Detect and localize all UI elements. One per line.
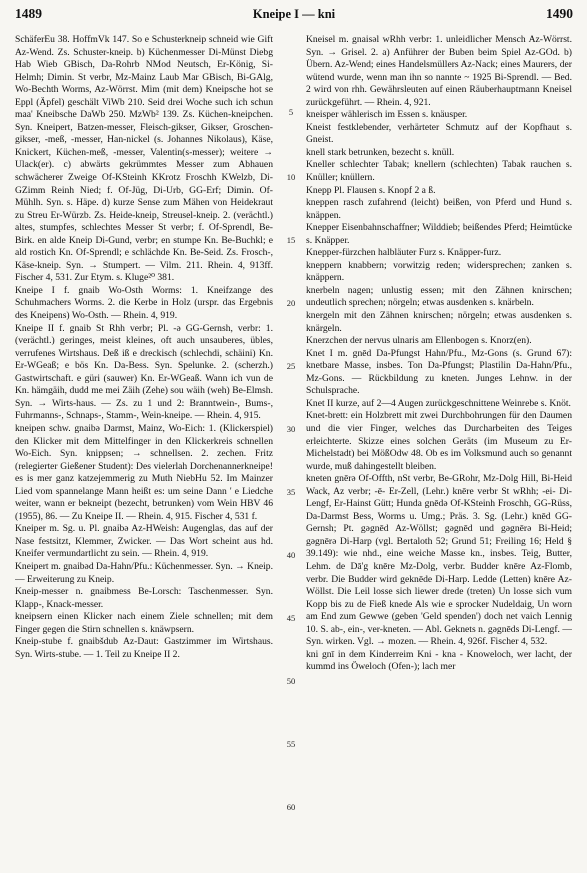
line-number: 30 xyxy=(286,424,296,434)
line-number: 55 xyxy=(286,739,296,749)
line-number: 45 xyxy=(286,613,296,623)
line-number: 25 xyxy=(286,361,296,371)
line-number: 10 xyxy=(286,172,296,182)
line-number: 15 xyxy=(286,235,296,245)
page-number-right: 1490 xyxy=(546,6,573,21)
line-number: 5 xyxy=(288,107,294,117)
line-number: 60 xyxy=(286,802,296,812)
line-number: 40 xyxy=(286,550,296,560)
left-column-text: SchäferEu 38. HoffmVk 147. So e Schusterkneip schneid wie Gift Az-Wend. Zs. Schuster-kneip. b) Küchenmesser Di-Münst Diebg Hab Wieb GBisch, Da-Rohrb NMod Neutsch, Er-König, Si-Helmh; Dimin. St verbr, Mz-Mainz Laub Mar GBisch, Bi-GAlg, Wo-Bechth Worms, Az-Wörrst. Mim (mit dem) Kneipsche hot se Eppl (Äpfel) geschält ViWb 210. Seid drei Woche such ich schun maa' Kneibsche DaWb 250. MzWb² 139. Zs. Küchen-kneipchen. Syn. Kneipert, Batzen-messer, Fleisch-gikser, Gikser, Groschen-gikser, -meß, -messer, Han-nickel (s. Johannes Nikolaus), Käse, Knickert, Küchen-meß, -messer, Valentin(s-messer); weitere → Ulack(er). c) abwärts gekrümmtes Messer zum Abhauen schwächerer Zweige Of-KSteinh KKrotz Froschh KWelzb, Di-GZimm Reinh Nied; f. Of-Jüg, Di-Urb, GG-Erf; Dimin. Of-Mühlh. Syn. s. Häpe. d) kurze Sense zum Mähen von Heidekraut zu Streu Er-Würzb. Zs. Heide-kneip, Streusel-kneip. 2. (verächtl.) altes, stumpfes, schlechtes Messer St verbr; f. Of-Sprendl, Be-Birk. en alde Kneip Di-Gund, verbr; en stumpe Kn. Be-Buchkl; e ald rostich Kn. Of-Sprendl; e schlächde Kn. Be-Seid. Zs. Frosch-, Käse-kneip. Syn. → Stumpert. — Vilm. 211. Rhein. 4, 913ff. Fischer 4, 531. Zur Etym. s. Kluge²⁰ 381. Kneipe I f. gnaib Wo-Osth Worms: 1. Kneifzange des Schuhmachers Worms. 2. die Kerbe in Holz (urspr. das Ergebnis des Kneipens) Wo-Osth. — Rhein. 4, 919. Kneipe II f. gnaib St Rhh verbr; Pl. -ə GG-Gernsh, verbr: 1. (verächtl.) geringes, meist kleines, oft auch unsauberes, übles, verrufenes Wirtshaus. Deß iß e dreckisch (schlechdi, schäini) Kn. Er-WGeaß; e bös Kn. Da-Bess. Syn. Spelunke. 2. (scherzh.) Gastwirtschaft. e güri (sauwer) Kn. Er-WGeaß. Wann ich vun de Kn. hämgäih, dudd me mei Zäih (Zehe) sou wäih (weh) Be-Elmsh. Syn. → Wirts-haus. — Zs. zu 1 und 2: Branntwein-, Bums-, Fuhrmanns-, Schnaps-, Stamm-, Wein-kneipe. — Rhein. 4, 915. kneipen schw. gnaibə Darmst, Mainz, Wo-Eich: 1. (Klickerspiel) den Klicker mit dem Mittelfinger in den Klickerkreis schnellen Wo-Eich. Syn. knippsen; → schnellsen. 2. zechen. Fritz (relegierter Gießener Student): Des vielerlah Dorchenannerkneipe! es is mer ganz katzejemmerig zu Muth NiebHu 52. Im Mainzer Lied vom spannelange Mann heißt es: um seine Dann ' e Liedche weiter, wann er bekneipt (bezecht, betrunken) vom Wein HBV 46 (1955), 86. — Zu Kneipe II. — Rhein. 4, 915. Fischer 4, 531 f. Kneiper m. Sg. u. Pl. gnaibə Az-HWeish: Augenglas, das auf der Nase festsitzt, Klemmer, Zwicker. — Das Wort scheint aus hd. Kneifer vermundartlicht zu sein. — Rhein. 4, 919. Kneipert m. gnaibəd Da-Hahn/Pfu.: Küchenmesser. Syn. → Kneip. — Erweiterung zu Kneip. Kneip-messer n. gnaibmess Be-Lorsch: Taschenmesser. Syn. Klapp-, Knack-messer. kneipsern einen Klicker nach einem Ziele schnellen; mit dem Finger gegen die Stirn schnellen s. knäwpsern. Kneip-stube f. gnaibšdub Az-Daut: Gastzimmer im Wirtshaus. Syn. Wirts-stube. — 1. Teil zu Kneipe II 2. xyxy=(15,34,273,660)
line-number-gutter xyxy=(282,34,304,854)
page-header xyxy=(15,6,573,28)
line-number: 20 xyxy=(286,298,296,308)
page-number-left: 1489 xyxy=(15,6,42,21)
line-number: 50 xyxy=(286,676,296,686)
running-head: Kneipe I — kni xyxy=(252,7,336,21)
line-number: 35 xyxy=(286,487,296,497)
right-column-text: Kneisel m. gnaisəl wRhh verbr: 1. unleidlicher Mensch Az-Wörrst. Syn. → Grisel. 2. a) Anführer der Buben beim Spiel Az-GOd. b) Übern. Az-Wend; eines Handelsmüllers Az-Nack; eines Maurers, der wütend wurde, wenn man ihn so nannte ~ 1925 Bi-Sprendl. — Bed. 2 wird von rhh. Gewährsleuten auf einen Räuberhauptmann Kneisel zurückgeführt. — Rhein. 4, 921. kneisper wählerisch im Essen s. knäusper. Kneist festklebender, verhärteter Schmutz auf der Kopfhaut s. Gneist. knell stark betrunken, bezecht s. knüll. Kneller schlechter Tabak; knellern (schlechten) Tabak rauchen s. Knüller; knüllern. Knepp Pl. Flausen s. Knopf 2 a ß. kneppen rasch zufahrend (leicht) beißen, von Pferd und Hund s. knäppen. Knepper Eisenbahnschaffner; Wilddieb; beißendes Pferd; Heimtücke s. Knäpper. Knepper-fürzchen halbläuter Furz s. Knäpper-furz. kneppern knabbern; vorwitzig reden; widersprechen; zanken s. knäppern. knerbeln nagen; unlustig essen; mit den Zähnen knirschen; undeutlich sprechen; nörgeln; etwas ausdenken s. knärbeln. knergeln mit den Zähnen knirschen; nörgeln; etwas ausdenken s. knärgeln. Knerzchen der nervus ulnaris am Ellenbogen s. Knorz(en). Knet I m. gnēd Da-Pfungst Hahn/Pfu., Mz-Gons (s. Grund 67): knetbare Masse, insbes. Ton Da-Pfungst; Plastilin Da-Hahn/Pfu., Mz-Gons. — Rückbildung zu kneten. Junges Lehnw. in der Schulsprache. Knet II kurze, auf 2—4 Augen zurückgeschnittene Weinrebe s. Knöt. Knet-brett: ein Holzbrett mit zwei Durchbohrungen für den Daumen und die vier Finger, welches das Durcharbeiten des Teiges erleichterte. Skizze eines solchen Geräts (im Museum zu Er-Michelstadt) bei MößOdw 48. Ob es im Volksmund auch so genannt wurde, muß dahingestellt bleiben. kneten gnērə Of-Offth, nSt verbr, Be-GRohr, Mz-Dolg Hill, Bi-Heid Wack, Az verbr; -ē- Er-Zell, (Lehr.) knēre verbr St wRhh; -ei- Di-Lengf, Er-Hainst Gütt; Hunda gnēdə Of-KSteinh Froschh, GG-Rüss, Da-Darmst Bess, Worms u. Umg.; Präs. 3. Sg. (Lehr.) knēd GG-Gernsh; Pt. gəgnēd Az-Wöllst; gəgnēd und gəgnērə Bi-Heid; gəgnērə Di-Harp (vgl. Bertaloth 52; Grund 51; Freiling 16; Held § 39.149): wie nhd., eine weiche Masse kn., insbes. Teig, Butter, Lehm. de Dā'g knēre Mz-Dolg, verbr. Budder knēre Az-Flomb, verbr. Die Budder wird geknēde Di-Harp. Ledde (Letten) knēre Az-Wöllst. Die Leil losse sich liewer drede (treten) Un losse sich vum Kopp bis zu de Fieß knede Als wie e sprocker Nudeldaig, Un worn am End zum Gewwe (geben 'Geld spenden') doch net vaich Lennig 10. S. ab-, ein-, ver-kneten. — Abl. Geknets n. gəgnēds Di-Lengf. — Syn. wirken. Vgl. → mozen. — Rhein. 4, 926f. Fischer 4, 532. kni gnī in dem Kinderreim Kni - kna - Knoweloch, wer lacht, der kummd ins Öweloch (Ofen-); lach mer xyxy=(306,34,572,673)
